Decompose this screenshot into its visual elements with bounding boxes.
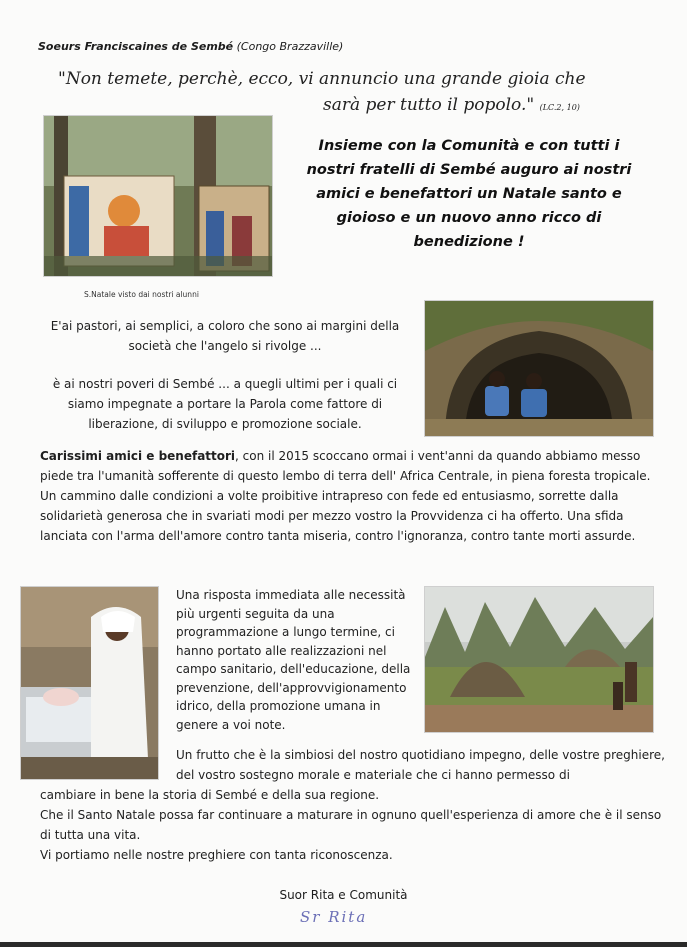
photo-children-painting-image	[44, 116, 272, 276]
dear-friends-lead: Carissimi amici e benefattori	[40, 449, 236, 463]
org-name: Soeurs Franciscaines de Sembé	[38, 40, 234, 53]
quote-line-2	[323, 92, 580, 121]
photo-children-hut-image	[425, 301, 653, 436]
handwritten-signature: Sr Rita	[300, 908, 368, 926]
quote-reference: (LC.2, 10)	[539, 103, 580, 112]
photo-village-huts-image	[425, 587, 653, 732]
quote-line-1: "Non temete, perchè, ecco, vi annuncio una grande gioia che	[58, 69, 586, 89]
photo-children-hut	[424, 300, 654, 437]
dear-friends-text: , con il 2015 scoccano ormai i vent'anni da quando abbiamo messo piede tra l'umanità sofferente di questo lembo di terra dell' Africa Centrale, in piena foresta tropicale. Un cammino dalle condizioni a volte proibitive intrapreso con fede ed entusiasmo, sorrette dalla solidarietà generosa che in svariati modi per mezzo vostro la Provvidenza ci ha offerto. Una sfida lanciata con l'arma dell'amore contro tanta miseria, contro l'ignoranza, contro tante morti assurde.	[40, 449, 651, 543]
paragraph-dear-friends	[40, 446, 670, 546]
photo-caption: S.Natale visto dai nostri alunni	[84, 290, 199, 299]
document-header	[38, 40, 343, 53]
closing-line-4: Vi portiamo nelle nostre preghiere con tanta riconoscenza.	[40, 848, 393, 862]
sign-off: Suor Rita e Comunità	[279, 888, 408, 902]
photo-children-painting	[43, 115, 273, 277]
photo-village-huts	[424, 586, 654, 733]
christmas-greeting: Insieme con la Comunità e con tutti i nostri fratelli di Sembé auguro ai nostri amici e benefattori un Natale santo e gioioso e un nuovo anno ricco di benedizione !	[306, 138, 632, 250]
paragraph-shepherds: E'ai pastori, ai semplici, a coloro che sono ai margini della società che l'angelo si rivolge ...	[50, 319, 400, 353]
paragraph-closing	[40, 745, 670, 865]
quote-line-2-text: sarà per tutto il popolo."	[323, 95, 535, 115]
paragraph-response: Una risposta immediata alle necessità più urgenti seguita da una programmazione a lungo termine, ci hanno portato alle realizzazioni nel campo sanitario, dell'educazione, della prevenzione, dell'approvvigionamento idrico, della promozione umana in genere a voi note.	[176, 588, 411, 732]
closing-line-3: Che il Santo Natale possa far continuare a maturare in ognuno quell'esperienza di amore che è il senso di tutta una vita.	[40, 808, 662, 842]
paragraph-poor: è ai nostri poveri di Sembé ... a quegli ultimi per i quali ci siamo impegnate a portare la Parola come fattore di liberazione, di sviluppo e promozione sociale.	[52, 377, 398, 431]
scan-bottom-edge	[0, 942, 687, 947]
org-location: (Congo Brazzaville)	[236, 40, 344, 53]
closing-line-2: cambiare in bene la storia di Sembé e della sua regione.	[40, 788, 380, 802]
closing-line-1: Un frutto che è la simbiosi del nostro quotidiano impegno, delle vostre preghiere, del vostro sostegno morale e materiale che ci hanno permesso di	[176, 748, 665, 782]
